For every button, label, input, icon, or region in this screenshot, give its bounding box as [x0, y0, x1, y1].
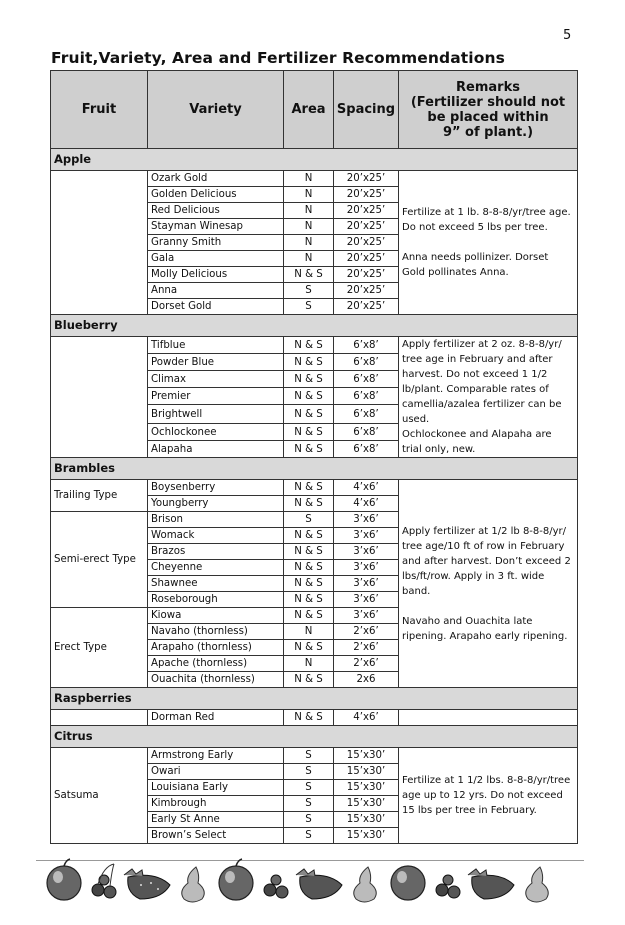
- area-cell: S: [284, 796, 334, 812]
- area-cell: N: [284, 203, 334, 219]
- spacing-cell: 4’x6’: [334, 710, 399, 726]
- page-title: Fruit,Variety, Area and Fertilizer Recommendations: [51, 49, 505, 67]
- table-row: [51, 480, 578, 496]
- section-label: Citrus: [51, 726, 578, 748]
- variety-cell: Cheyenne: [148, 560, 284, 576]
- area-cell: N & S: [284, 710, 334, 726]
- spacing-cell: 4’x6’: [334, 480, 399, 496]
- variety-cell: Navaho (thornless): [148, 624, 284, 640]
- apple-icon: [47, 859, 81, 900]
- remarks-text: Navaho and Ouachita late ripening. Arapaho early ripening.: [402, 615, 568, 642]
- section-label: Brambles: [51, 458, 578, 480]
- variety-cell: Premier: [148, 388, 284, 405]
- area-cell: N & S: [284, 640, 334, 656]
- variety-cell: Alapaha: [148, 441, 284, 458]
- pear-icon: [526, 867, 549, 902]
- section-row-apple: [51, 149, 578, 171]
- variety-cell: Powder Blue: [148, 354, 284, 371]
- variety-cell: Golden Delicious: [148, 187, 284, 203]
- table-body: [51, 149, 578, 844]
- area-cell: N: [284, 251, 334, 267]
- area-cell: N & S: [284, 528, 334, 544]
- area-cell: N & S: [284, 560, 334, 576]
- variety-cell: Roseborough: [148, 592, 284, 608]
- area-cell: S: [284, 748, 334, 764]
- spacing-cell: 15’x30’: [334, 748, 399, 764]
- remarks-cell-blueberry: [399, 337, 578, 458]
- variety-cell: Kiowa: [148, 608, 284, 624]
- variety-cell: Brown’s Select: [148, 828, 284, 844]
- section-label: Blueberry: [51, 315, 578, 337]
- header-remarks-line: be placed within: [427, 109, 549, 125]
- variety-cell: Armstrong Early: [148, 748, 284, 764]
- section-label: Apple: [51, 149, 578, 171]
- fruit-cell-empty: [51, 710, 148, 726]
- spacing-cell: 2x6: [334, 672, 399, 688]
- spacing-cell: 3’x6’: [334, 576, 399, 592]
- remarks-cell-citrus: [399, 748, 578, 844]
- remarks-cell-brambles: [399, 480, 578, 688]
- header-remarks: [399, 71, 578, 149]
- area-cell: N & S: [284, 544, 334, 560]
- table-row: [51, 748, 578, 764]
- spacing-cell: 15’x30’: [334, 812, 399, 828]
- variety-cell: Brazos: [148, 544, 284, 560]
- spacing-cell: 20’x25’: [334, 251, 399, 267]
- area-cell: S: [284, 512, 334, 528]
- spacing-cell: 20’x25’: [334, 283, 399, 299]
- variety-cell: Dorman Red: [148, 710, 284, 726]
- variety-cell: Youngberry: [148, 496, 284, 512]
- area-cell: N & S: [284, 354, 334, 371]
- area-cell: N: [284, 235, 334, 251]
- header-remarks-line: (Fertilizer should not: [410, 94, 566, 110]
- spacing-cell: 6’x8’: [334, 354, 399, 371]
- header-row: [51, 71, 578, 149]
- area-cell: N: [284, 624, 334, 640]
- spacing-cell: 3’x6’: [334, 528, 399, 544]
- remarks-text: Apply fertilizer at 1/2 lb 8-8-8/yr/ tree age/10 ft of row in February and after harvest. Don’t exceed 2 lbs/ft/row. Apply in 3 ft. wide band.: [402, 525, 571, 597]
- section-row-blueberry: [51, 315, 578, 337]
- pear-icon: [354, 867, 377, 902]
- table-row: [51, 171, 578, 187]
- variety-cell: Dorset Gold: [148, 299, 284, 315]
- variety-cell: Climax: [148, 371, 284, 388]
- variety-cell: Ozark Gold: [148, 171, 284, 187]
- variety-cell: Ouachita (thornless): [148, 672, 284, 688]
- variety-cell: Shawnee: [148, 576, 284, 592]
- group-label-erect: Erect Type: [51, 608, 148, 688]
- area-cell: N & S: [284, 388, 334, 405]
- spacing-cell: 3’x6’: [334, 512, 399, 528]
- strawberry-icon: [296, 869, 342, 899]
- group-label-satsuma: Satsuma: [51, 748, 148, 844]
- area-cell: N & S: [284, 371, 334, 388]
- spacing-cell: 6’x8’: [334, 405, 399, 424]
- cherries-icon: [92, 864, 116, 898]
- area-cell: N & S: [284, 480, 334, 496]
- area-cell: N & S: [284, 267, 334, 283]
- fruit-cell-empty: [51, 337, 148, 458]
- cherries-icon: [264, 875, 288, 898]
- remarks-text: Fertilize at 1 lb. 8-8-8/yr/tree age. Do not exceed 5 lbs per tree.: [402, 207, 571, 233]
- variety-cell: Ochlockonee: [148, 424, 284, 441]
- spacing-cell: 2’x6’: [334, 656, 399, 672]
- area-cell: N: [284, 187, 334, 203]
- header-spacing: Spacing: [334, 71, 399, 149]
- remarks-cell-empty: [399, 710, 578, 726]
- area-cell: N & S: [284, 405, 334, 424]
- variety-cell: Stayman Winesap: [148, 219, 284, 235]
- spacing-cell: 20’x25’: [334, 267, 399, 283]
- header-remarks-line: 9” of plant.): [442, 124, 534, 140]
- spacing-cell: 15’x30’: [334, 780, 399, 796]
- remarks-cell-apple: [399, 171, 578, 315]
- header-area: Area: [284, 71, 334, 149]
- area-cell: N & S: [284, 608, 334, 624]
- area-cell: S: [284, 812, 334, 828]
- remarks-text: Ochlockonee and Alapaha are trial only, new.: [402, 429, 552, 455]
- remarks-text: Fertilize at 1 1/2 lbs. 8-8-8/yr/tree age up to 12 yrs. Do not exceed 15 lbs per tree in February.: [402, 775, 571, 816]
- remarks-text: Anna needs pollinizer. Dorset Gold pollinates Anna.: [402, 252, 549, 278]
- spacing-cell: 3’x6’: [334, 592, 399, 608]
- page-number: 5: [563, 28, 572, 43]
- fruit-cell-empty: [51, 171, 148, 315]
- area-cell: S: [284, 299, 334, 315]
- apple-icon: [219, 859, 253, 900]
- spacing-cell: 20’x25’: [334, 187, 399, 203]
- variety-cell: Arapaho (thornless): [148, 640, 284, 656]
- area-cell: N & S: [284, 424, 334, 441]
- strawberry-icon: [468, 869, 514, 899]
- pear-icon: [182, 867, 205, 902]
- spacing-cell: 20’x25’: [334, 235, 399, 251]
- spacing-cell: 3’x6’: [334, 608, 399, 624]
- area-cell: N & S: [284, 592, 334, 608]
- group-label-trailing: Trailing Type: [51, 480, 148, 512]
- spacing-cell: 6’x8’: [334, 337, 399, 354]
- strawberry-icon: [124, 869, 170, 899]
- area-cell: N & S: [284, 441, 334, 458]
- area-cell: S: [284, 828, 334, 844]
- area-cell: N & S: [284, 672, 334, 688]
- area-cell: S: [284, 780, 334, 796]
- spacing-cell: 20’x25’: [334, 219, 399, 235]
- area-cell: N & S: [284, 496, 334, 512]
- variety-cell: Apache (thornless): [148, 656, 284, 672]
- spacing-cell: 20’x25’: [334, 299, 399, 315]
- area-cell: N: [284, 171, 334, 187]
- group-label-semierect: Semi-erect Type: [51, 512, 148, 608]
- table-row: [51, 337, 578, 354]
- area-cell: N & S: [284, 576, 334, 592]
- apple-icon: [391, 866, 425, 900]
- fruit-illustration-strip: [36, 857, 584, 905]
- spacing-cell: 3’x6’: [334, 544, 399, 560]
- variety-cell: Boysenberry: [148, 480, 284, 496]
- spacing-cell: 6’x8’: [334, 371, 399, 388]
- variety-cell: Anna: [148, 283, 284, 299]
- variety-cell: Granny Smith: [148, 235, 284, 251]
- variety-cell: Red Delicious: [148, 203, 284, 219]
- variety-cell: Gala: [148, 251, 284, 267]
- spacing-cell: 20’x25’: [334, 171, 399, 187]
- spacing-cell: 2’x6’: [334, 640, 399, 656]
- section-row-citrus: [51, 726, 578, 748]
- variety-cell: Molly Delicious: [148, 267, 284, 283]
- spacing-cell: 2’x6’: [334, 624, 399, 640]
- area-cell: S: [284, 283, 334, 299]
- area-cell: N & S: [284, 337, 334, 354]
- spacing-cell: 3’x6’: [334, 560, 399, 576]
- variety-cell: Tifblue: [148, 337, 284, 354]
- header-variety: Variety: [148, 71, 284, 149]
- section-row-raspberries: [51, 688, 578, 710]
- spacing-cell: 15’x30’: [334, 828, 399, 844]
- spacing-cell: 15’x30’: [334, 764, 399, 780]
- section-row-brambles: [51, 458, 578, 480]
- variety-cell: Womack: [148, 528, 284, 544]
- variety-cell: Louisiana Early: [148, 780, 284, 796]
- section-label: Raspberries: [51, 688, 578, 710]
- variety-cell: Brison: [148, 512, 284, 528]
- recommendations-table: [50, 70, 578, 844]
- area-cell: N: [284, 656, 334, 672]
- spacing-cell: 4’x6’: [334, 496, 399, 512]
- spacing-cell: 20’x25’: [334, 203, 399, 219]
- variety-cell: Owari: [148, 764, 284, 780]
- variety-cell: Kimbrough: [148, 796, 284, 812]
- variety-cell: Early St Anne: [148, 812, 284, 828]
- spacing-cell: 6’x8’: [334, 424, 399, 441]
- header-fruit: Fruit: [51, 71, 148, 149]
- variety-cell: Brightwell: [148, 405, 284, 424]
- cherries-icon: [436, 875, 460, 898]
- area-cell: N: [284, 219, 334, 235]
- table-row: [51, 710, 578, 726]
- header-remarks-line: Remarks: [456, 79, 520, 95]
- spacing-cell: 6’x8’: [334, 388, 399, 405]
- remarks-text: Apply fertilizer at 2 oz. 8-8-8/yr/ tree age in February and after harvest. Do not exceed 1 1/2 lb/plant. Comparable rates of camellia/azalea fertilizer can be used.: [402, 339, 562, 425]
- area-cell: S: [284, 764, 334, 780]
- spacing-cell: 6’x8’: [334, 441, 399, 458]
- spacing-cell: 15’x30’: [334, 796, 399, 812]
